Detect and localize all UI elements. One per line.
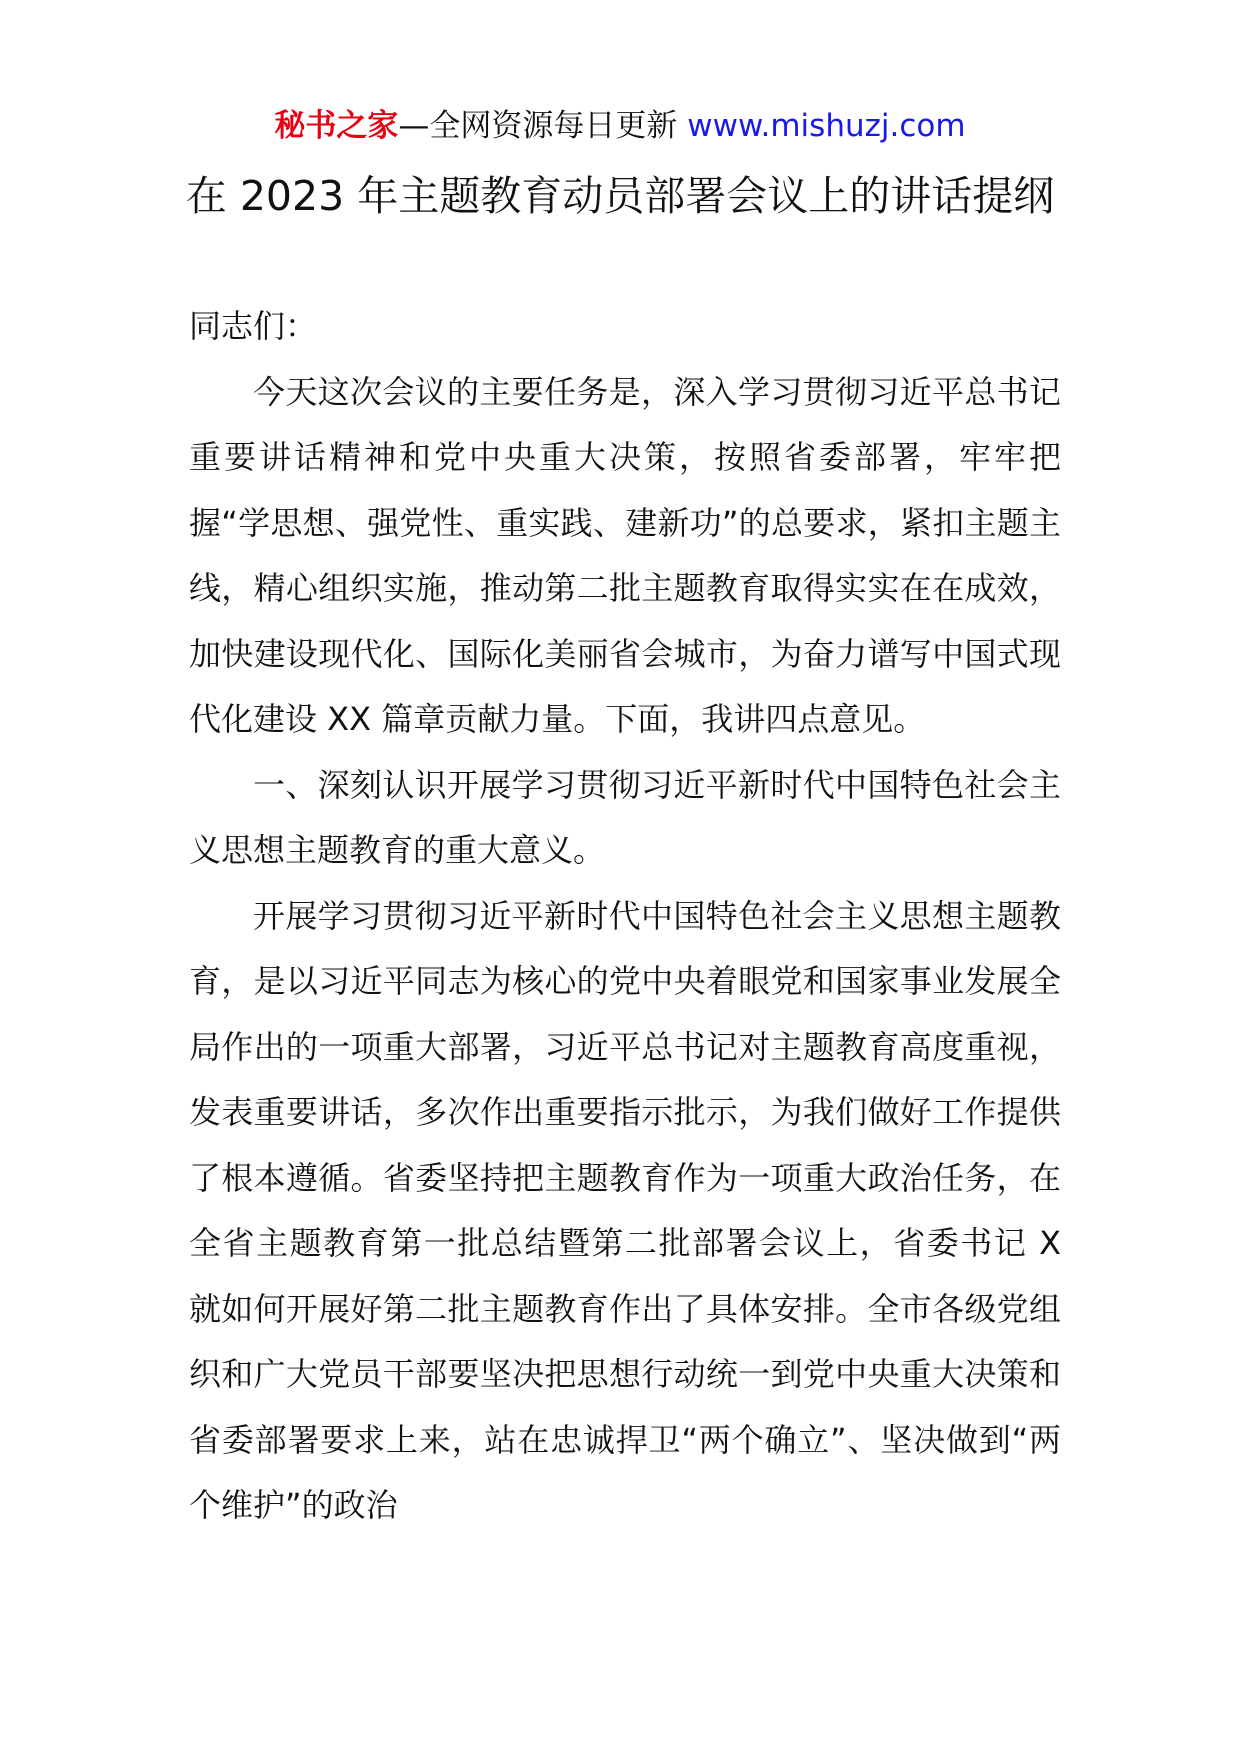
salutation: 同志们：: [189, 307, 318, 345]
paragraph-section-1: 开展学习贯彻习近平新时代中国特色社会主义思想主题教育，是以习近平同志为核心的党中央着眼党和国家事业发展全局作出的一项重大部署，习近平总书记对主题教育高度重视，发表重要讲话，多次作出重要指示批示，为我们做好工作提供了根本遵循。省委坚持把主题教育作为一项重大政治任务，在全省主题教育第一批总结暨第二批部署会议上，省委书记 X 就如何开展好第二批主题教育作出了具体安排。全市各级党组织和广大党员干部要坚决把思想行动统一到党中央重大决策和省委部署要求上来，站在忠诚捍卫“两个确立”、坚决做到“两个维护”的政治: [189, 896, 1061, 1524]
site-tagline: —全网资源每日更新: [398, 108, 678, 144]
document-body: [189, 294, 1061, 1539]
site-brand: 秘书之家: [274, 108, 399, 144]
site-header: [0, 104, 1240, 148]
section-heading-1: 一、深刻认识开展学习贯彻习近平新时代中国特色社会主义思想主题教育的重大意义。: [189, 765, 1061, 869]
site-url-link[interactable]: www.mishuzj.com: [687, 108, 966, 144]
paragraph-intro: 今天这次会议的主要任务是，深入学习贯彻习近平总书记重要讲话精神和党中央重大决策，按照省委部署，牢牢把握“学思想、强党性、重实践、建新功”的总要求，紧扣主题主线，精心组织实施，推动第二批主题教育取得实实在在成效，加快建设现代化、国际化美丽省会城市，为奋力谱写中国式现代化建设 XX 篇章贡献力量。下面，我讲四点意见。: [189, 372, 1061, 738]
document-title: 在 2023 年主题教育动员部署会议上的讲话提纲: [185, 172, 1055, 220]
